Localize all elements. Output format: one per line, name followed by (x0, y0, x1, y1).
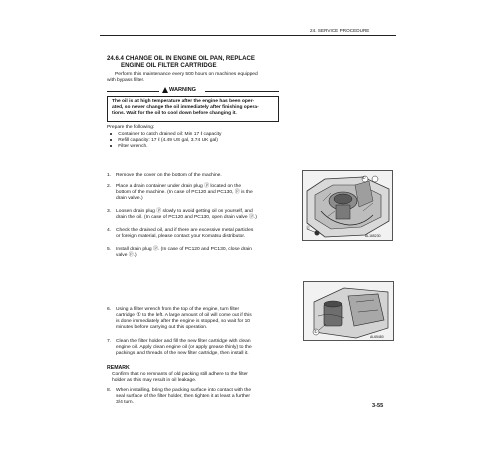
step-line: Clean the filter holder and fill the new filter cartridge with clean (116, 339, 251, 344)
step-line: cartridge ① to the left. A large amount of oil will come out if this (116, 313, 252, 318)
page-number: 3-55 (372, 403, 384, 409)
step-line: Check the drained oil, and if there are excessive metal particles (116, 228, 254, 233)
step-number: 7. (107, 339, 112, 344)
step-line: 3/4 turn. (116, 400, 134, 405)
intro-line: with bypass filter. (107, 78, 145, 83)
bullet-icon (110, 133, 112, 135)
warning-line: The oil is at high temperature after the engine has been oper- (112, 99, 255, 104)
step-line: or foreign material, please contact your Komatsu distributor. (116, 234, 246, 239)
figure-code: AL65480 (370, 335, 384, 339)
step-line: is done immediately after the engine is stopped, so wait for 10 (116, 319, 251, 324)
prepare-heading: Prepare the following: (107, 125, 155, 130)
remark-line: Confirm that no remnants of old packing still adhere to the filter (112, 372, 248, 377)
step-line: minutes before carrying out this operation. (116, 325, 208, 330)
step-number: 4. (107, 228, 112, 233)
step-7 (107, 339, 307, 357)
step-line: engine oil. Apply clean engine oil (or apply grease thinly) to the (116, 345, 252, 350)
step-6 (107, 307, 307, 331)
intro-text (107, 72, 307, 84)
step-number: 6. (107, 307, 112, 312)
remark-text (112, 372, 307, 384)
remark-line: holder as this may result in oil leakage. (112, 378, 197, 383)
engine-oil-filter-figure (302, 170, 393, 241)
filter-cartridge-figure (303, 281, 394, 341)
step-line: Remove the cover on the bottom of the machine. (116, 173, 222, 178)
warning-rule-right (205, 91, 279, 92)
list-item (110, 144, 148, 150)
warning-rule-left (107, 91, 159, 92)
step-line: valve ⓟ.) (116, 253, 137, 258)
bullet-icon (110, 145, 112, 147)
figure-callout: ① (314, 329, 318, 334)
step-number: 2. (107, 184, 112, 189)
section-title-line2: ENGINE OIL FILTER CARTRIDGE (121, 62, 217, 69)
step-line: Using a filter wrench from the top of the engine, turn filter (116, 307, 240, 312)
step-line: drain the oil. (In case of PC120 and PC130, open drain valve ⓟ.) (116, 215, 257, 220)
list-item-text: Refill capacity: 17 ℓ (4.49 US gal, 3.74 UK gal) (118, 138, 218, 143)
step-line: When installing, bring the packing surface into contact with the (116, 388, 252, 393)
remark-heading: REMARK (107, 365, 130, 371)
section-header: 24. SERVICE PROCEDURE (310, 28, 370, 33)
step-line: seal surface of the filter holder, then tighten it at least a further (116, 394, 251, 399)
step-line: Install drain plug ⓟ. (In case of PC120 and PC130, close drain (116, 247, 252, 252)
engine-illustration (303, 171, 393, 241)
step-2 (107, 184, 307, 202)
step-line: Loosen drain plug ⓟ slowly to avoid getting oil on yourself, and (116, 209, 253, 214)
section-title: 24.6.4 CHANGE OIL IN ENGINE OIL PAN, REPLACE (107, 55, 255, 62)
warning-box (107, 96, 279, 122)
warning-line: tions. Wait for the oil to cool down before changing it. (112, 111, 237, 116)
figure-callout: ① (362, 175, 366, 180)
warning-triangle-icon (162, 87, 168, 93)
step-line: bottom of the machine. (In case of PC120 and PC130, ⓟ is the (116, 190, 253, 195)
intro-line: Perform this maintenance every 500 hours on machines equipped (115, 72, 258, 77)
step-number: 8. (107, 388, 112, 393)
warning-line: ated, so never change the oil immediately after finishing opera- (112, 105, 259, 110)
step-3 (107, 209, 307, 221)
step-line: packings and threads of the new filter cartridge, then install it. (116, 351, 249, 356)
bullet-icon (110, 139, 112, 141)
figure-code: AL165230 (365, 234, 381, 238)
header-rule (100, 35, 396, 36)
step-line: drain valve.) (116, 196, 143, 201)
step-8 (107, 388, 307, 406)
warning-heading (107, 87, 279, 95)
step-1 (107, 173, 307, 179)
list-item-text: Filter wrench. (118, 144, 148, 149)
step-line: Place a drain container under drain plug ⓟ located on the (116, 184, 242, 189)
step-number: 1. (107, 173, 112, 178)
step-4 (107, 228, 307, 240)
figure-callout: ⓟ (306, 225, 310, 230)
step-number: 3. (107, 209, 112, 214)
warning-label: WARNING (169, 87, 197, 93)
step-5 (107, 247, 307, 259)
step-number: 5. (107, 247, 112, 252)
list-item-text: Container to catch drained oil: Min 17 ℓ capacity (118, 132, 222, 137)
